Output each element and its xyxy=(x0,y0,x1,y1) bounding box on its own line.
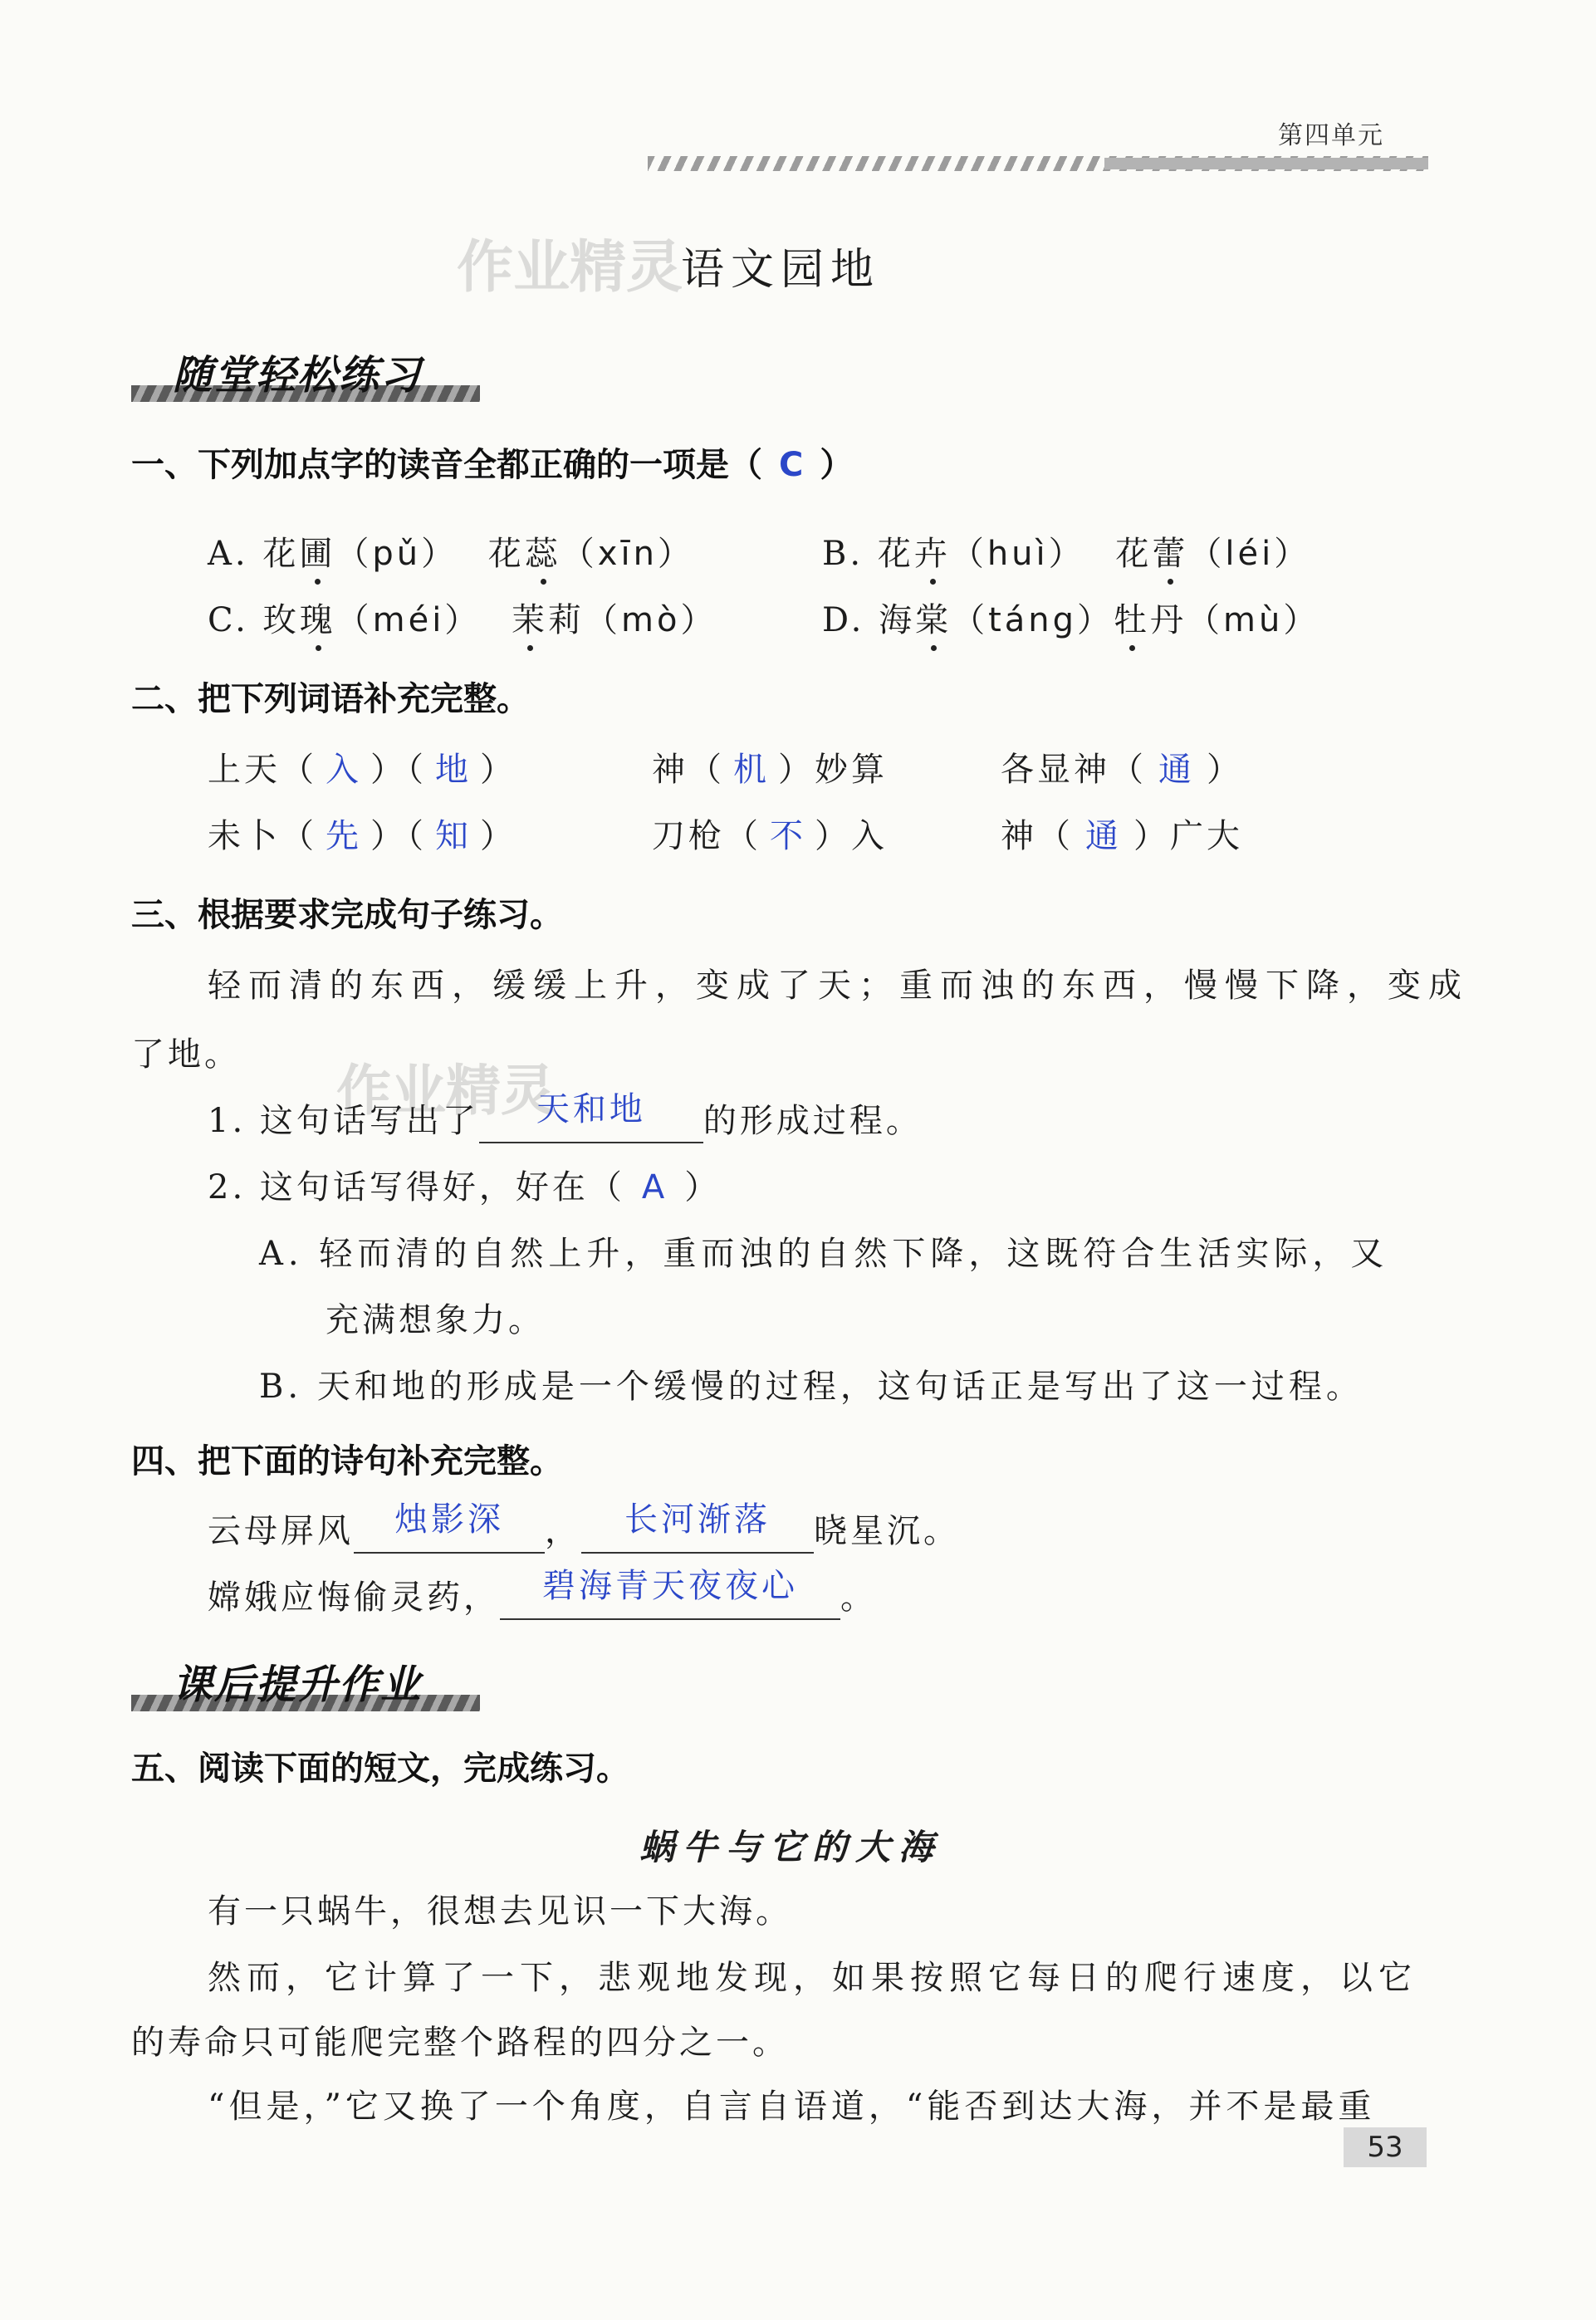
poem-text: 。 xyxy=(840,1578,877,1617)
idiom-answer: 知 xyxy=(435,817,472,855)
watermark: 作业精灵 xyxy=(457,235,683,301)
poem-text: ， xyxy=(545,1512,581,1550)
reading-title: 蜗牛与它的大海 xyxy=(639,1827,942,1867)
question-5-stem: 五、阅读下面的短文，完成练习。 xyxy=(131,1750,629,1788)
option-label: D. xyxy=(822,601,865,639)
watermark: 作业精灵 xyxy=(336,1059,556,1123)
question-1-stem xyxy=(131,438,853,486)
question-2-stem: 二、把下列词语补充完整。 xyxy=(131,680,530,718)
dotted-char: 茉 xyxy=(512,594,548,641)
page-number: 53 xyxy=(1344,2127,1427,2167)
poem-text: 云母屏风 xyxy=(208,1512,354,1550)
dotted-char: 蕾 xyxy=(1152,527,1188,575)
pinyin: （huì） xyxy=(950,535,1085,573)
answer-blank xyxy=(500,1567,840,1620)
blank-answer: 长河渐落 xyxy=(624,1500,771,1539)
choice-b: B. 天和地的形成是一个缓慢的过程，这句话正是写出了这一过程。 xyxy=(259,1368,1363,1406)
blank-answer: 碧海青天夜夜心 xyxy=(542,1567,798,1605)
reading-paragraph-1: 有一只蜗牛，很想去见识一下大海。 xyxy=(208,1892,792,1931)
option-char: 花 xyxy=(487,535,525,573)
idiom-answer: 先 xyxy=(326,817,362,855)
choice-a-line-1: A. 轻而清的自然上升，重而浊的自然下降，这既符合生活实际，又 xyxy=(259,1235,1389,1273)
idiom-text: 未卜（ xyxy=(208,817,317,855)
choice-a-line-2: 充满想象力。 xyxy=(326,1301,545,1339)
answer-c: C xyxy=(779,446,804,484)
idiom-answer: 机 xyxy=(733,751,770,789)
passage-line-1: 轻而清的东西，缓缓上升，变成了天；重而浊的东西，慢慢下降，变成 xyxy=(208,967,1469,1005)
option-b xyxy=(822,527,1310,575)
option-d xyxy=(822,594,1319,641)
sub-question-2 xyxy=(208,1161,721,1208)
pinyin: （mù） xyxy=(1187,601,1320,639)
idiom-text: ）（ xyxy=(370,817,427,855)
pinyin: （xīn） xyxy=(561,535,694,573)
stem-close: ） xyxy=(820,446,854,484)
poem-line-1 xyxy=(208,1500,960,1554)
page-title: 语文园地 xyxy=(681,245,881,295)
poem-line-2 xyxy=(208,1567,877,1620)
idiom-text: 神（ xyxy=(1001,817,1074,855)
idiom-5 xyxy=(652,810,888,857)
idiom-text: 各显神（ xyxy=(1001,751,1147,789)
idiom-answer: 入 xyxy=(326,751,362,789)
section-banner-after-class xyxy=(131,1662,497,1711)
idiom-answer: 通 xyxy=(1085,817,1122,855)
section-banner-in-class xyxy=(131,352,497,402)
reading-paragraph-3: “但是，”它又换了一个角度，自言自语道，“能否到达大海，并不是最重 xyxy=(208,2088,1376,2126)
idiom-6 xyxy=(1001,810,1243,857)
answer-blank xyxy=(581,1500,814,1554)
poem-text: 嫦娥应悔偷灵药， xyxy=(208,1578,500,1617)
section-title: 随堂轻松练习 xyxy=(173,352,423,399)
reading-paragraph-2-line-1: 然而，它计算了一下，悲观地发现，如果按照它每日的爬行速度，以它 xyxy=(208,1959,1417,1997)
question-text: 的形成过程。 xyxy=(703,1102,923,1140)
passage-line-2: 了地。 xyxy=(131,1035,241,1074)
option-char: 丹 xyxy=(1150,601,1187,639)
blank-answer: 天和地 xyxy=(536,1090,646,1128)
unit-label: 第四单元 xyxy=(1278,121,1384,150)
pinyin: （táng） xyxy=(952,601,1114,639)
answer-blank xyxy=(479,1090,703,1143)
option-label: C. xyxy=(208,601,249,639)
question-text: 2. 这句话写得好，好在（ xyxy=(208,1168,625,1206)
idiom-text: ）（ xyxy=(370,751,427,789)
idiom-2 xyxy=(652,743,888,790)
reading-paragraph-2-line-2: 的寿命只可能爬完整个路程的四分之一。 xyxy=(131,2024,789,2062)
idiom-text: ） xyxy=(480,751,516,789)
question-3-stem: 三、根据要求完成句子练习。 xyxy=(131,896,563,934)
question-text: ） xyxy=(684,1168,722,1206)
dotted-char: 圃 xyxy=(299,527,335,575)
dotted-char: 蕊 xyxy=(525,527,561,575)
idiom-text: ） xyxy=(480,817,516,855)
option-char: 莉 xyxy=(548,601,585,639)
pinyin: （méi） xyxy=(335,601,482,639)
idiom-text: ） xyxy=(1207,751,1243,789)
idiom-text: ）妙算 xyxy=(778,751,888,789)
option-char: 玫 xyxy=(262,601,300,639)
pinyin: （mò） xyxy=(585,601,717,639)
pinyin: （pǔ） xyxy=(335,535,458,573)
question-text: 1. 这句话写出了 xyxy=(208,1102,479,1140)
idiom-3 xyxy=(1001,743,1243,790)
idiom-text: 上天（ xyxy=(208,751,317,789)
option-char: 花 xyxy=(877,535,914,573)
idiom-answer: 地 xyxy=(435,751,472,789)
dotted-char: 瑰 xyxy=(300,594,336,641)
option-a xyxy=(208,527,694,575)
poem-text: 晓星沉。 xyxy=(814,1512,960,1550)
pinyin: （léi） xyxy=(1188,535,1311,573)
blank-answer: 烛影深 xyxy=(394,1500,504,1539)
option-char: 海 xyxy=(879,601,916,639)
answer-blank xyxy=(354,1500,545,1554)
option-char: 花 xyxy=(1115,535,1153,573)
option-label: A. xyxy=(208,535,249,573)
idiom-text: 神（ xyxy=(652,751,725,789)
header-divider-tail xyxy=(1104,158,1428,169)
section-title: 课后提升作业 xyxy=(173,1662,423,1708)
idiom-answer: 不 xyxy=(770,817,806,855)
idiom-text: ）广大 xyxy=(1133,817,1243,855)
stem-text: 一、下列加点字的读音全都正确的一项是（ xyxy=(131,446,762,484)
idiom-text: 刀枪（ xyxy=(652,817,761,855)
option-label: B. xyxy=(822,535,864,573)
dotted-char: 牡 xyxy=(1114,594,1150,641)
option-char: 花 xyxy=(262,535,300,573)
idiom-answer: 通 xyxy=(1158,751,1195,789)
question-4-stem: 四、把下面的诗句补充完整。 xyxy=(131,1442,563,1481)
dotted-char: 卉 xyxy=(914,527,951,575)
idiom-text: ）入 xyxy=(815,817,888,855)
idiom-1 xyxy=(208,743,516,790)
choice-answer: A xyxy=(641,1168,668,1206)
dotted-char: 棠 xyxy=(915,594,952,641)
option-c xyxy=(208,594,717,641)
idiom-4 xyxy=(208,810,516,857)
